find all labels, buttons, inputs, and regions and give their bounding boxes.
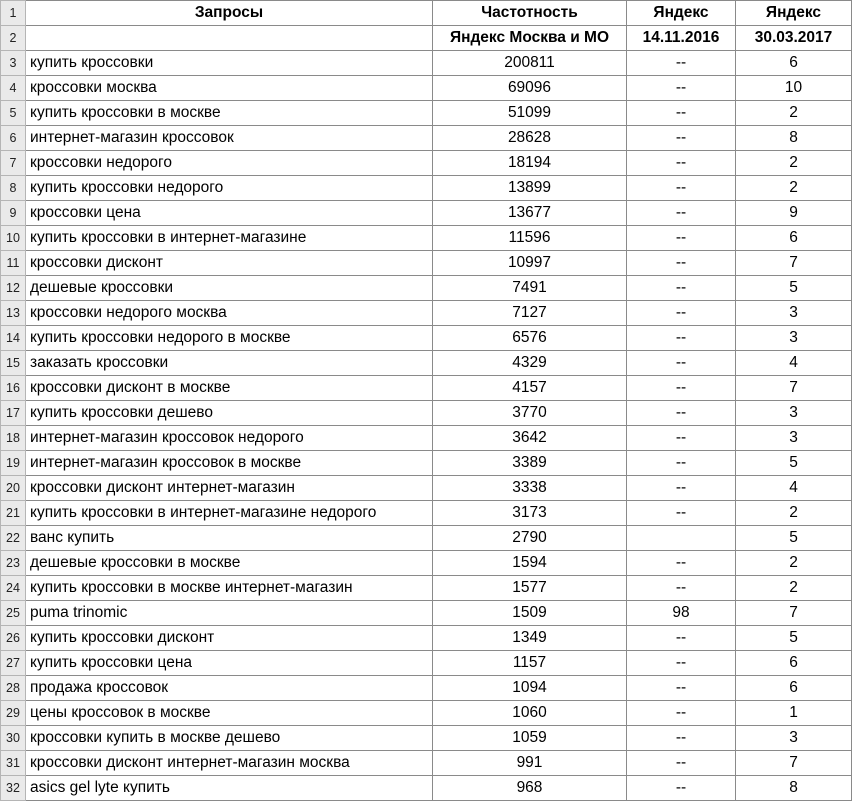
header-cell-region[interactable]: Яндекс Москва и МО bbox=[433, 26, 627, 51]
query-cell[interactable]: кроссовки дисконт интернет-магазин москва bbox=[26, 751, 433, 776]
query-cell[interactable]: дешевые кроссовки в москве bbox=[26, 551, 433, 576]
row-number[interactable]: 24 bbox=[1, 576, 26, 601]
row-number[interactable]: 23 bbox=[1, 551, 26, 576]
yandex-position-2-cell[interactable]: 2 bbox=[736, 501, 852, 526]
table-row bbox=[1, 276, 852, 301]
row-number[interactable]: 20 bbox=[1, 476, 26, 501]
query-cell[interactable]: заказать кроссовки bbox=[26, 351, 433, 376]
yandex-position-2-cell[interactable]: 1 bbox=[736, 701, 852, 726]
table-row bbox=[1, 176, 852, 201]
yandex-position-2-cell[interactable]: 6 bbox=[736, 651, 852, 676]
sheet-body bbox=[1, 1, 852, 801]
yandex-position-2-cell[interactable]: 2 bbox=[736, 176, 852, 201]
frequency-cell[interactable]: 18194 bbox=[433, 151, 627, 176]
frequency-cell[interactable]: 10997 bbox=[433, 251, 627, 276]
table-row bbox=[1, 226, 852, 251]
frequency-cell[interactable]: 1349 bbox=[433, 626, 627, 651]
query-cell[interactable]: купить кроссовки в москве bbox=[26, 101, 433, 126]
row-number[interactable]: 1 bbox=[1, 1, 26, 26]
yandex-position-1-cell[interactable]: -- bbox=[627, 76, 736, 101]
yandex-position-2-cell[interactable]: 7 bbox=[736, 376, 852, 401]
table-row bbox=[1, 751, 852, 776]
yandex-position-1-cell[interactable]: -- bbox=[627, 426, 736, 451]
table-row bbox=[1, 326, 852, 351]
row-number[interactable]: 21 bbox=[1, 501, 26, 526]
frequency-cell[interactable]: 13899 bbox=[433, 176, 627, 201]
row-number[interactable]: 14 bbox=[1, 326, 26, 351]
query-cell[interactable]: купить кроссовки в интернет-магазине bbox=[26, 226, 433, 251]
row-number[interactable]: 25 bbox=[1, 601, 26, 626]
yandex-position-2-cell[interactable]: 2 bbox=[736, 101, 852, 126]
table-row bbox=[1, 601, 852, 626]
header-cell-yandex-1[interactable]: Яндекс bbox=[627, 1, 736, 26]
table-row bbox=[1, 126, 852, 151]
yandex-position-1-cell[interactable]: -- bbox=[627, 576, 736, 601]
row-number[interactable]: 16 bbox=[1, 376, 26, 401]
yandex-position-2-cell[interactable]: 8 bbox=[736, 126, 852, 151]
frequency-cell[interactable]: 4329 bbox=[433, 351, 627, 376]
yandex-position-2-cell[interactable]: 10 bbox=[736, 76, 852, 101]
query-cell[interactable]: купить кроссовки дисконт bbox=[26, 626, 433, 651]
query-cell[interactable]: puma trinomic bbox=[26, 601, 433, 626]
table-row bbox=[1, 151, 852, 176]
query-cell[interactable]: купить кроссовки в интернет-магазине недорого bbox=[26, 501, 433, 526]
row-number[interactable]: 8 bbox=[1, 176, 26, 201]
yandex-position-2-cell[interactable]: 6 bbox=[736, 676, 852, 701]
table-row bbox=[1, 501, 852, 526]
table-row bbox=[1, 376, 852, 401]
query-cell[interactable]: кроссовки дисконт bbox=[26, 251, 433, 276]
query-cell[interactable]: кроссовки недорого москва bbox=[26, 301, 433, 326]
yandex-position-2-cell[interactable]: 3 bbox=[736, 426, 852, 451]
yandex-position-2-cell[interactable]: 6 bbox=[736, 226, 852, 251]
yandex-position-2-cell[interactable]: 9 bbox=[736, 201, 852, 226]
table-row bbox=[1, 401, 852, 426]
row-number[interactable]: 12 bbox=[1, 276, 26, 301]
frequency-cell[interactable]: 200811 bbox=[433, 51, 627, 76]
table-row bbox=[1, 626, 852, 651]
yandex-position-1-cell[interactable]: -- bbox=[627, 276, 736, 301]
header-cell-empty[interactable] bbox=[26, 26, 433, 51]
yandex-position-2-cell[interactable]: 6 bbox=[736, 51, 852, 76]
table-row bbox=[1, 651, 852, 676]
row-number[interactable]: 29 bbox=[1, 701, 26, 726]
query-cell[interactable]: купить кроссовки bbox=[26, 51, 433, 76]
yandex-position-1-cell[interactable]: -- bbox=[627, 701, 736, 726]
yandex-position-1-cell[interactable]: -- bbox=[627, 501, 736, 526]
table-row bbox=[1, 426, 852, 451]
row-number[interactable]: 9 bbox=[1, 201, 26, 226]
header-cell-yandex-2[interactable]: Яндекс bbox=[736, 1, 852, 26]
yandex-position-1-cell[interactable]: -- bbox=[627, 326, 736, 351]
query-cell[interactable]: ванс купить bbox=[26, 526, 433, 551]
table-row bbox=[1, 76, 852, 101]
yandex-position-2-cell[interactable]: 5 bbox=[736, 451, 852, 476]
yandex-position-1-cell[interactable]: -- bbox=[627, 776, 736, 801]
query-cell[interactable]: купить кроссовки недорого в москве bbox=[26, 326, 433, 351]
table-row bbox=[1, 201, 852, 226]
query-cell[interactable]: интернет-магазин кроссовок недорого bbox=[26, 426, 433, 451]
query-cell[interactable]: купить кроссовки дешево bbox=[26, 401, 433, 426]
row-number[interactable]: 13 bbox=[1, 301, 26, 326]
table-row bbox=[1, 551, 852, 576]
yandex-position-1-cell[interactable]: -- bbox=[627, 301, 736, 326]
yandex-position-1-cell[interactable]: -- bbox=[627, 551, 736, 576]
yandex-position-1-cell[interactable]: -- bbox=[627, 476, 736, 501]
frequency-cell[interactable]: 28628 bbox=[433, 126, 627, 151]
yandex-position-1-cell[interactable]: -- bbox=[627, 726, 736, 751]
yandex-position-1-cell[interactable]: -- bbox=[627, 376, 736, 401]
row-number[interactable]: 28 bbox=[1, 676, 26, 701]
yandex-position-2-cell[interactable]: 3 bbox=[736, 326, 852, 351]
query-cell[interactable]: продажа кроссовок bbox=[26, 676, 433, 701]
frequency-cell[interactable]: 991 bbox=[433, 751, 627, 776]
row-number[interactable]: 30 bbox=[1, 726, 26, 751]
header-cell-date-1[interactable]: 14.11.2016 bbox=[627, 26, 736, 51]
query-cell[interactable]: интернет-магазин кроссовок bbox=[26, 126, 433, 151]
frequency-cell[interactable]: 7127 bbox=[433, 301, 627, 326]
frequency-cell[interactable]: 69096 bbox=[433, 76, 627, 101]
query-cell[interactable]: цены кроссовок в москве bbox=[26, 701, 433, 726]
row-number[interactable]: 32 bbox=[1, 776, 26, 801]
row-number[interactable]: 26 bbox=[1, 626, 26, 651]
table-row bbox=[1, 576, 852, 601]
table-row bbox=[1, 726, 852, 751]
query-cell[interactable]: дешевые кроссовки bbox=[26, 276, 433, 301]
row-number[interactable]: 27 bbox=[1, 651, 26, 676]
header-cell-frequency[interactable]: Частотность bbox=[433, 1, 627, 26]
table-row bbox=[1, 476, 852, 501]
header-cell-date-2[interactable]: 30.03.2017 bbox=[736, 26, 852, 51]
query-cell[interactable]: купить кроссовки в москве интернет-магазин bbox=[26, 576, 433, 601]
query-cell[interactable]: кроссовки купить в москве дешево bbox=[26, 726, 433, 751]
row-number[interactable]: 5 bbox=[1, 101, 26, 126]
row-number[interactable]: 4 bbox=[1, 76, 26, 101]
yandex-position-1-cell[interactable]: -- bbox=[627, 51, 736, 76]
yandex-position-1-cell[interactable]: -- bbox=[627, 226, 736, 251]
yandex-position-2-cell[interactable]: 7 bbox=[736, 251, 852, 276]
yandex-position-1-cell[interactable]: -- bbox=[627, 676, 736, 701]
frequency-cell[interactable]: 6576 bbox=[433, 326, 627, 351]
query-cell[interactable]: купить кроссовки недорого bbox=[26, 176, 433, 201]
yandex-position-2-cell[interactable]: 7 bbox=[736, 601, 852, 626]
yandex-position-2-cell[interactable]: 3 bbox=[736, 401, 852, 426]
frequency-cell[interactable]: 3338 bbox=[433, 476, 627, 501]
yandex-position-2-cell[interactable]: 3 bbox=[736, 726, 852, 751]
query-cell[interactable]: asics gel lyte купить bbox=[26, 776, 433, 801]
table-row bbox=[1, 251, 852, 276]
table-row bbox=[1, 776, 852, 801]
row-number[interactable]: 6 bbox=[1, 126, 26, 151]
frequency-cell[interactable]: 1157 bbox=[433, 651, 627, 676]
query-cell[interactable]: кроссовки цена bbox=[26, 201, 433, 226]
query-cell[interactable]: кроссовки дисконт в москве bbox=[26, 376, 433, 401]
yandex-position-2-cell[interactable]: 4 bbox=[736, 351, 852, 376]
frequency-cell[interactable]: 2790 bbox=[433, 526, 627, 551]
yandex-position-2-cell[interactable]: 4 bbox=[736, 476, 852, 501]
yandex-position-1-cell[interactable]: -- bbox=[627, 176, 736, 201]
row-number[interactable]: 3 bbox=[1, 51, 26, 76]
row-number[interactable]: 18 bbox=[1, 426, 26, 451]
yandex-position-1-cell[interactable]: -- bbox=[627, 651, 736, 676]
yandex-position-2-cell[interactable]: 5 bbox=[736, 276, 852, 301]
row-number[interactable]: 7 bbox=[1, 151, 26, 176]
frequency-cell[interactable]: 3389 bbox=[433, 451, 627, 476]
table-row bbox=[1, 451, 852, 476]
yandex-position-2-cell[interactable]: 3 bbox=[736, 301, 852, 326]
row-number[interactable]: 11 bbox=[1, 251, 26, 276]
frequency-cell[interactable]: 4157 bbox=[433, 376, 627, 401]
row-number[interactable]: 10 bbox=[1, 226, 26, 251]
yandex-position-1-cell[interactable]: -- bbox=[627, 101, 736, 126]
yandex-position-1-cell[interactable]: -- bbox=[627, 751, 736, 776]
row-number[interactable]: 17 bbox=[1, 401, 26, 426]
frequency-cell[interactable]: 3642 bbox=[433, 426, 627, 451]
yandex-position-2-cell[interactable]: 5 bbox=[736, 526, 852, 551]
frequency-cell[interactable]: 3770 bbox=[433, 401, 627, 426]
yandex-position-2-cell[interactable]: 5 bbox=[736, 626, 852, 651]
frequency-cell[interactable]: 968 bbox=[433, 776, 627, 801]
yandex-position-1-cell[interactable]: -- bbox=[627, 251, 736, 276]
row-number[interactable]: 31 bbox=[1, 751, 26, 776]
query-cell[interactable]: кроссовки москва bbox=[26, 76, 433, 101]
query-cell[interactable]: купить кроссовки цена bbox=[26, 651, 433, 676]
yandex-position-1-cell[interactable]: -- bbox=[627, 451, 736, 476]
table-row bbox=[1, 701, 852, 726]
query-cell[interactable]: кроссовки недорого bbox=[26, 151, 433, 176]
frequency-cell[interactable]: 1059 bbox=[433, 726, 627, 751]
header-row-1 bbox=[1, 1, 852, 26]
row-number[interactable]: 15 bbox=[1, 351, 26, 376]
query-cell[interactable]: интернет-магазин кроссовок в москве bbox=[26, 451, 433, 476]
frequency-cell[interactable]: 1509 bbox=[433, 601, 627, 626]
yandex-position-1-cell[interactable]: -- bbox=[627, 201, 736, 226]
frequency-cell[interactable]: 1577 bbox=[433, 576, 627, 601]
frequency-cell[interactable]: 13677 bbox=[433, 201, 627, 226]
frequency-cell[interactable]: 7491 bbox=[433, 276, 627, 301]
yandex-position-1-cell[interactable]: -- bbox=[627, 126, 736, 151]
row-number[interactable]: 19 bbox=[1, 451, 26, 476]
yandex-position-1-cell[interactable]: 98 bbox=[627, 601, 736, 626]
table-row bbox=[1, 101, 852, 126]
yandex-position-1-cell[interactable]: -- bbox=[627, 351, 736, 376]
table-row bbox=[1, 351, 852, 376]
table-row bbox=[1, 51, 852, 76]
frequency-cell[interactable]: 51099 bbox=[433, 101, 627, 126]
frequency-cell[interactable]: 11596 bbox=[433, 226, 627, 251]
yandex-position-1-cell[interactable]: -- bbox=[627, 626, 736, 651]
yandex-position-2-cell[interactable]: 2 bbox=[736, 576, 852, 601]
yandex-position-2-cell[interactable]: 2 bbox=[736, 151, 852, 176]
yandex-position-1-cell[interactable]: -- bbox=[627, 401, 736, 426]
table-row bbox=[1, 301, 852, 326]
query-cell[interactable]: кроссовки дисконт интернет-магазин bbox=[26, 476, 433, 501]
table-row bbox=[1, 526, 852, 551]
frequency-cell[interactable]: 1060 bbox=[433, 701, 627, 726]
frequency-cell[interactable]: 1594 bbox=[433, 551, 627, 576]
header-row-2 bbox=[1, 26, 852, 51]
yandex-position-2-cell[interactable]: 7 bbox=[736, 751, 852, 776]
yandex-position-2-cell[interactable]: 2 bbox=[736, 551, 852, 576]
table-row bbox=[1, 676, 852, 701]
row-number[interactable]: 22 bbox=[1, 526, 26, 551]
frequency-cell[interactable]: 3173 bbox=[433, 501, 627, 526]
frequency-cell[interactable]: 1094 bbox=[433, 676, 627, 701]
yandex-position-1-cell[interactable]: -- bbox=[627, 151, 736, 176]
row-number[interactable]: 2 bbox=[1, 26, 26, 51]
yandex-position-1-cell[interactable] bbox=[627, 526, 736, 551]
yandex-position-2-cell[interactable]: 8 bbox=[736, 776, 852, 801]
header-cell-queries[interactable]: Запросы bbox=[26, 1, 433, 26]
